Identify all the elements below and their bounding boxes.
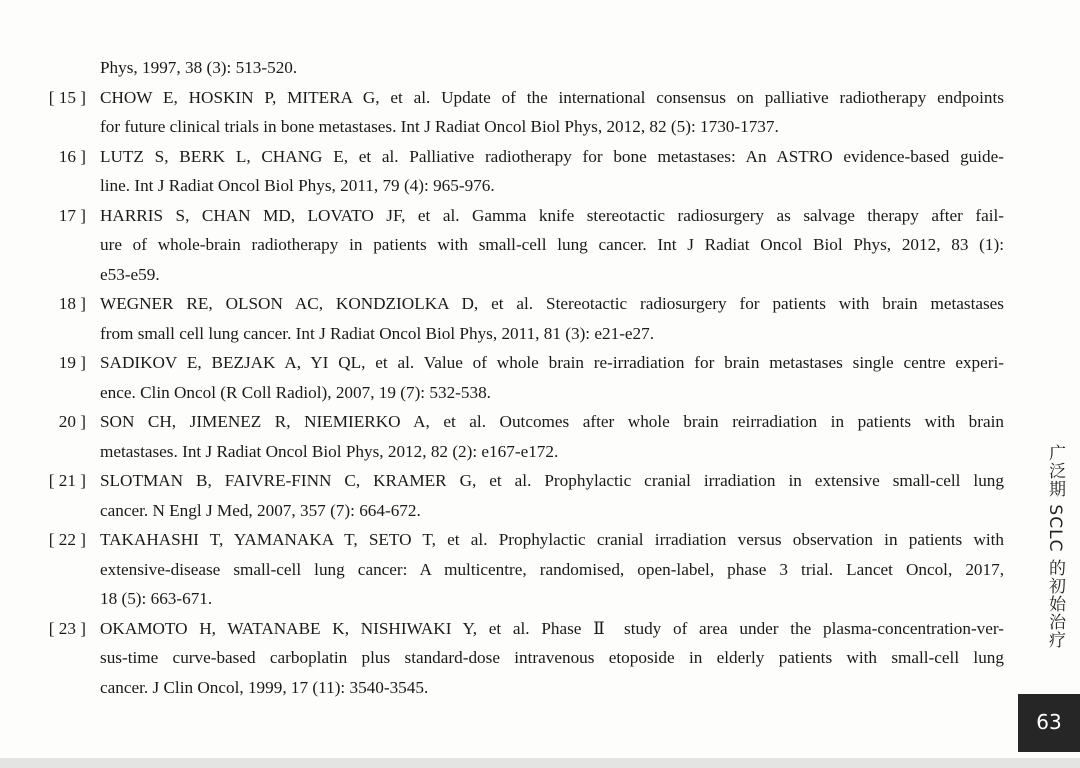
reference-number: 18 ] xyxy=(58,294,86,313)
reference-text-line: cancer. J Clin Oncol, 1999, 17 (11): 3540-3545. xyxy=(100,677,429,697)
reference-number: 19 ] xyxy=(58,353,86,372)
reference-number: [ 22 ] xyxy=(48,530,86,549)
page-number-tab xyxy=(1018,694,1080,752)
page-number: 63 xyxy=(1036,710,1062,734)
reference-number: [ 15 ] xyxy=(48,87,86,107)
reference-text-line: HARRIS S, CHAN MD, LOVATO JF, et al. Gamma knife stereotactic radiosurgery as salvage therapy after fail- xyxy=(100,205,1004,225)
reference-number: 20 ] xyxy=(58,412,86,431)
reference-text-line: 18 (5): 663-671. xyxy=(100,589,213,608)
reference-text-line: Phys, 1997, 38 (3): 513-520. xyxy=(100,58,298,77)
reference-text-line: CHOW E, HOSKIN P, MITERA G, et al. Update of the international consensus on palliative radiotherapy endpoints xyxy=(100,87,1004,107)
reference-text-line: TAKAHASHI T, YAMANAKA T, SETO T, et al. Prophylactic cranial irradiation versus observation in patients with xyxy=(100,530,1004,549)
reference-number: 17 ] xyxy=(58,205,86,225)
reference-text-line: extensive-disease small-cell lung cancer: A multicentre, randomised, open-label, phase 3 trial. Lancet Oncol, 2017, xyxy=(100,559,1004,579)
bottom-edge xyxy=(0,758,1080,768)
reference-text-line: cancer. N Engl J Med, 2007, 357 (7): 664-672. xyxy=(100,500,421,520)
reference-number: 16 ] xyxy=(58,146,86,166)
reference-number: [ 21 ] xyxy=(48,471,86,490)
reference-text-line: for future clinical trials in bone metastases. Int J Radiat Oncol Biol Phys, 2012, 82 (5): 1730-1737. xyxy=(100,117,779,136)
reference-number: [ 23 ] xyxy=(48,618,86,638)
reference-text-line: OKAMOTO H, WATANABE K, NISHIWAKI Y, et al. Phase Ⅱ study of area under the plasma-concentration-ver- xyxy=(100,618,1004,638)
reference-text-line: SADIKOV E, BEZJAK A, YI QL, et al. Value of whole brain re-irradiation for brain metastases single centre experi- xyxy=(100,353,1004,372)
reference-text-line: SON CH, JIMENEZ R, NIEMIERKO A, et al. Outcomes after whole brain reirradiation in patients with brain xyxy=(100,412,1004,431)
reference-text-line: ure of whole-brain radiotherapy in patients with small-cell lung cancer. Int J Radiat Oncol Biol Phys, 2012, 83 (1): xyxy=(100,235,1004,254)
reference-text-line: from small cell lung cancer. Int J Radiat Oncol Biol Phys, 2011, 81 (3): e21-e27. xyxy=(100,323,655,343)
reference-text-line: LUTZ S, BERK L, CHANG E, et al. Palliative radiotherapy for bone metastases: An ASTRO evidence-based guide- xyxy=(100,146,1004,166)
chapter-side-title: 广泛期 SCLC 的初始治疗 xyxy=(1045,444,1065,649)
reference-text-line: metastases. Int J Radiat Oncol Biol Phys, 2012, 82 (2): e167-e172. xyxy=(100,441,559,461)
reference-text-line: ence. Clin Oncol (R Coll Radiol), 2007, 19 (7): 532-538. xyxy=(100,382,491,402)
reference-text-line: sus-time curve-based carboplatin plus standard-dose intravenous etoposide in elderly patients with small-cell lung xyxy=(100,648,1004,667)
reference-text-line: line. Int J Radiat Oncol Biol Phys, 2011, 79 (4): 965-976. xyxy=(100,176,495,195)
reference-text-line: SLOTMAN B, FAIVRE-FINN C, KRAMER G, et al. Prophylactic cranial irradiation in extensive small-cell lung xyxy=(100,471,1004,490)
reference-text-line: e53-e59. xyxy=(100,264,160,284)
reference-text-line: WEGNER RE, OLSON AC, KONDZIOLKA D, et al. Stereotactic radiosurgery for patients with brain metastases xyxy=(100,294,1004,313)
